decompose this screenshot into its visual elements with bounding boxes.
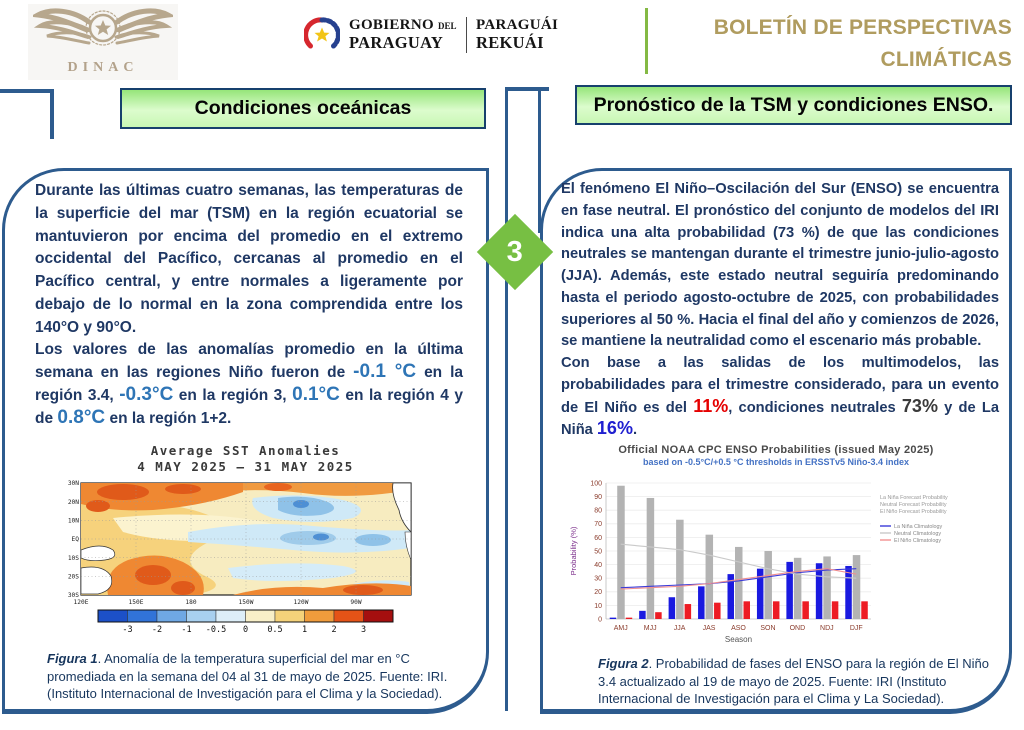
map-longitude-labels [74,599,362,606]
right-section-header: Pronóstico de la TSM y condiciones ENSO. [575,85,1012,125]
svg-text:1: 1 [301,624,308,634]
svg-text:10N: 10N [67,517,79,525]
svg-text:80: 80 [594,507,602,515]
sst-map-title: Average SST Anomalies [150,443,341,458]
svg-text:Neutral Climatology: Neutral Climatology [894,531,942,537]
figure2-label: Figura 2 [598,656,649,671]
svg-text:50: 50 [594,548,602,556]
svg-text:El Niño Forecast Probability: El Niño Forecast Probability [880,509,947,515]
figure1-caption: Figura 1. Anomalía de la temperatura superficial del mar en °C promediada en la semana del 04 al 31 de mayo de 2025. Fuente: IRI. (Instituto Internacional de Investigación para el Clima y la Sociedad). [47,651,448,702]
svg-text:20: 20 [594,589,602,597]
gov-name-spanish: GOBIERNO DEL PARAGUAY [349,17,457,53]
enso-probabilities-paragraph: Con base a las salidas de los multimodelos, las probabilidades para el trimestre considerado, para un evento de El Niño es del 11%, condiciones neutrales 73% y de La Niña 16%. [561,355,999,439]
gov-logo-divider [466,17,468,53]
right-header-bracket-h [505,87,549,91]
left-section-header: Condiciones oceánicas [120,88,486,129]
left-header-bracket-h [0,89,54,93]
enso-chart-subtitle: based on -0.5°C/+0.5 °C thresholds in ERSSTv5 Niño-3.4 index [642,457,909,467]
map-colorbar [98,610,393,634]
title-divider-line [645,8,648,74]
svg-text:30: 30 [594,575,602,583]
step-badge-number: 3 [506,235,524,268]
gov-logo [304,17,558,53]
svg-text:Probability (%): Probability (%) [569,526,578,576]
enso-probability-chart [566,469,986,647]
svg-text:JAS: JAS [702,625,716,632]
svg-text:150W: 150W [238,598,254,606]
middle-divider-line [505,87,508,711]
svg-text:100: 100 [590,480,602,488]
svg-text:3: 3 [360,624,367,634]
dinac-wings-icon [33,4,173,58]
svg-text:30S: 30S [67,591,79,599]
svg-text:40: 40 [594,562,602,569]
bulletin-title [672,12,1012,75]
bulletin-title-line1: BOLETÍN DE PERSPECTIVAS [713,16,1012,39]
svg-text:Neutral Forecast Probability: Neutral Forecast Probability [880,502,947,508]
svg-text:ASO: ASO [731,625,746,632]
svg-text:30N: 30N [67,479,79,487]
svg-text:-0.5: -0.5 [205,624,227,634]
svg-text:120W: 120W [293,598,309,606]
dinac-logo [28,4,178,80]
svg-text:El Niño Climatology: El Niño Climatology [894,538,942,544]
svg-text:120E: 120E [73,598,89,606]
gov-emblem-icon [304,17,340,53]
bulletin-title-line2: CLIMÁTICAS [880,47,1012,71]
svg-text:0: 0 [242,624,249,634]
svg-text:10: 10 [594,602,602,610]
svg-text:20S: 20S [67,573,79,581]
gov-name-guarani: PARAGUÁI REKUÁI [476,17,559,53]
svg-text:NDJ: NDJ [820,625,834,632]
enso-status-paragraph: El fenómeno El Niño–Oscilación del Sur (ENSO) se encuentra en fase neutral. El pronóstico del conjunto de modelos del IRI indica una alta probabilidad (73 %) de que las condiciones neutrales se mantengan durante el trimestre junio-julio-agosto (JJA). Además, este estado neutral seguiría predominando hasta el periodo agosto-octubre de 2025, con probabilidades superiores al 50 %. Hacia el final del año y comienzos de 2026, se mantiene la neutralidad como el escenario más probable. [561,181,999,350]
svg-text:AMJ: AMJ [613,625,628,632]
left-header-bracket-v [50,89,54,139]
svg-text:JJA: JJA [673,625,686,632]
svg-text:-2: -2 [151,624,163,634]
svg-text:2: 2 [331,624,337,634]
figure2-caption: Figura 2. Probabilidad de fases del ENSO para la región de El Niño 3.4 actualizado al 19 de mayo de 2025. Fuente: IRI (Instituto Internacional de Investigación para el Clima y La Sociedad). [598,656,989,707]
map-latitude-labels [68,480,79,599]
dinac-label: DINAC [67,60,139,75]
sst-map-subtitle: 4 MAY 2025 – 31 MAY 2025 [137,459,354,475]
sst-anomaly-map [53,480,438,634]
figure1-label: Figura 1 [47,651,98,666]
svg-text:SON: SON [760,625,776,632]
svg-text:DJF: DJF [849,625,863,632]
svg-text:10S: 10S [67,554,79,562]
left-panel [2,168,489,714]
svg-text:MJJ: MJJ [643,625,657,632]
svg-text:La Niña Forecast Probability: La Niña Forecast Probability [880,495,948,501]
enso-chart-title: Official NOAA CPC ENSO Probabilities (issued May 2025) [618,444,934,456]
nino-anomalies-paragraph: Los valores de las anomalías promedio en la última semana en las regiones Niño fueron de -0.1 °C en la región 3.4, -0.3°C en la región 3, 0.1°C en la región 4 y de 0.8°C en la región 1+2. [35,341,463,428]
svg-text:0.5: 0.5 [267,624,283,634]
right-panel [540,168,1012,714]
svg-text:60: 60 [594,534,602,542]
svg-text:90: 90 [594,494,602,501]
svg-text:180: 180 [185,598,197,606]
svg-text:-3: -3 [122,624,133,634]
svg-text:90W: 90W [350,598,362,606]
figure2 [543,444,1009,652]
svg-text:70: 70 [594,521,602,529]
svg-text:20N: 20N [67,498,79,506]
svg-text:-1: -1 [181,624,192,634]
ocean-conditions-paragraph: Durante las últimas cuatro semanas, las temperaturas de la superficie del mar (TSM) en la región ecuatorial se mantuvieron por encima del promedio en el extremo occidental del Pacífico, cercanas al promedio en el Pacífico central, y entre normales a ligeramente por debajo de lo normal en la zona comprendida entre los 140°O y 90°O. [35,182,463,336]
svg-text:La Niña Climatology: La Niña Climatology [894,524,943,530]
svg-text:0: 0 [598,616,602,624]
svg-text:Season: Season [724,635,753,644]
right-panel-top-line [538,87,541,233]
svg-text:OND: OND [789,625,806,632]
svg-text:150E: 150E [128,598,144,606]
figure1 [5,443,486,639]
svg-text:EQ: EQ [71,535,79,543]
